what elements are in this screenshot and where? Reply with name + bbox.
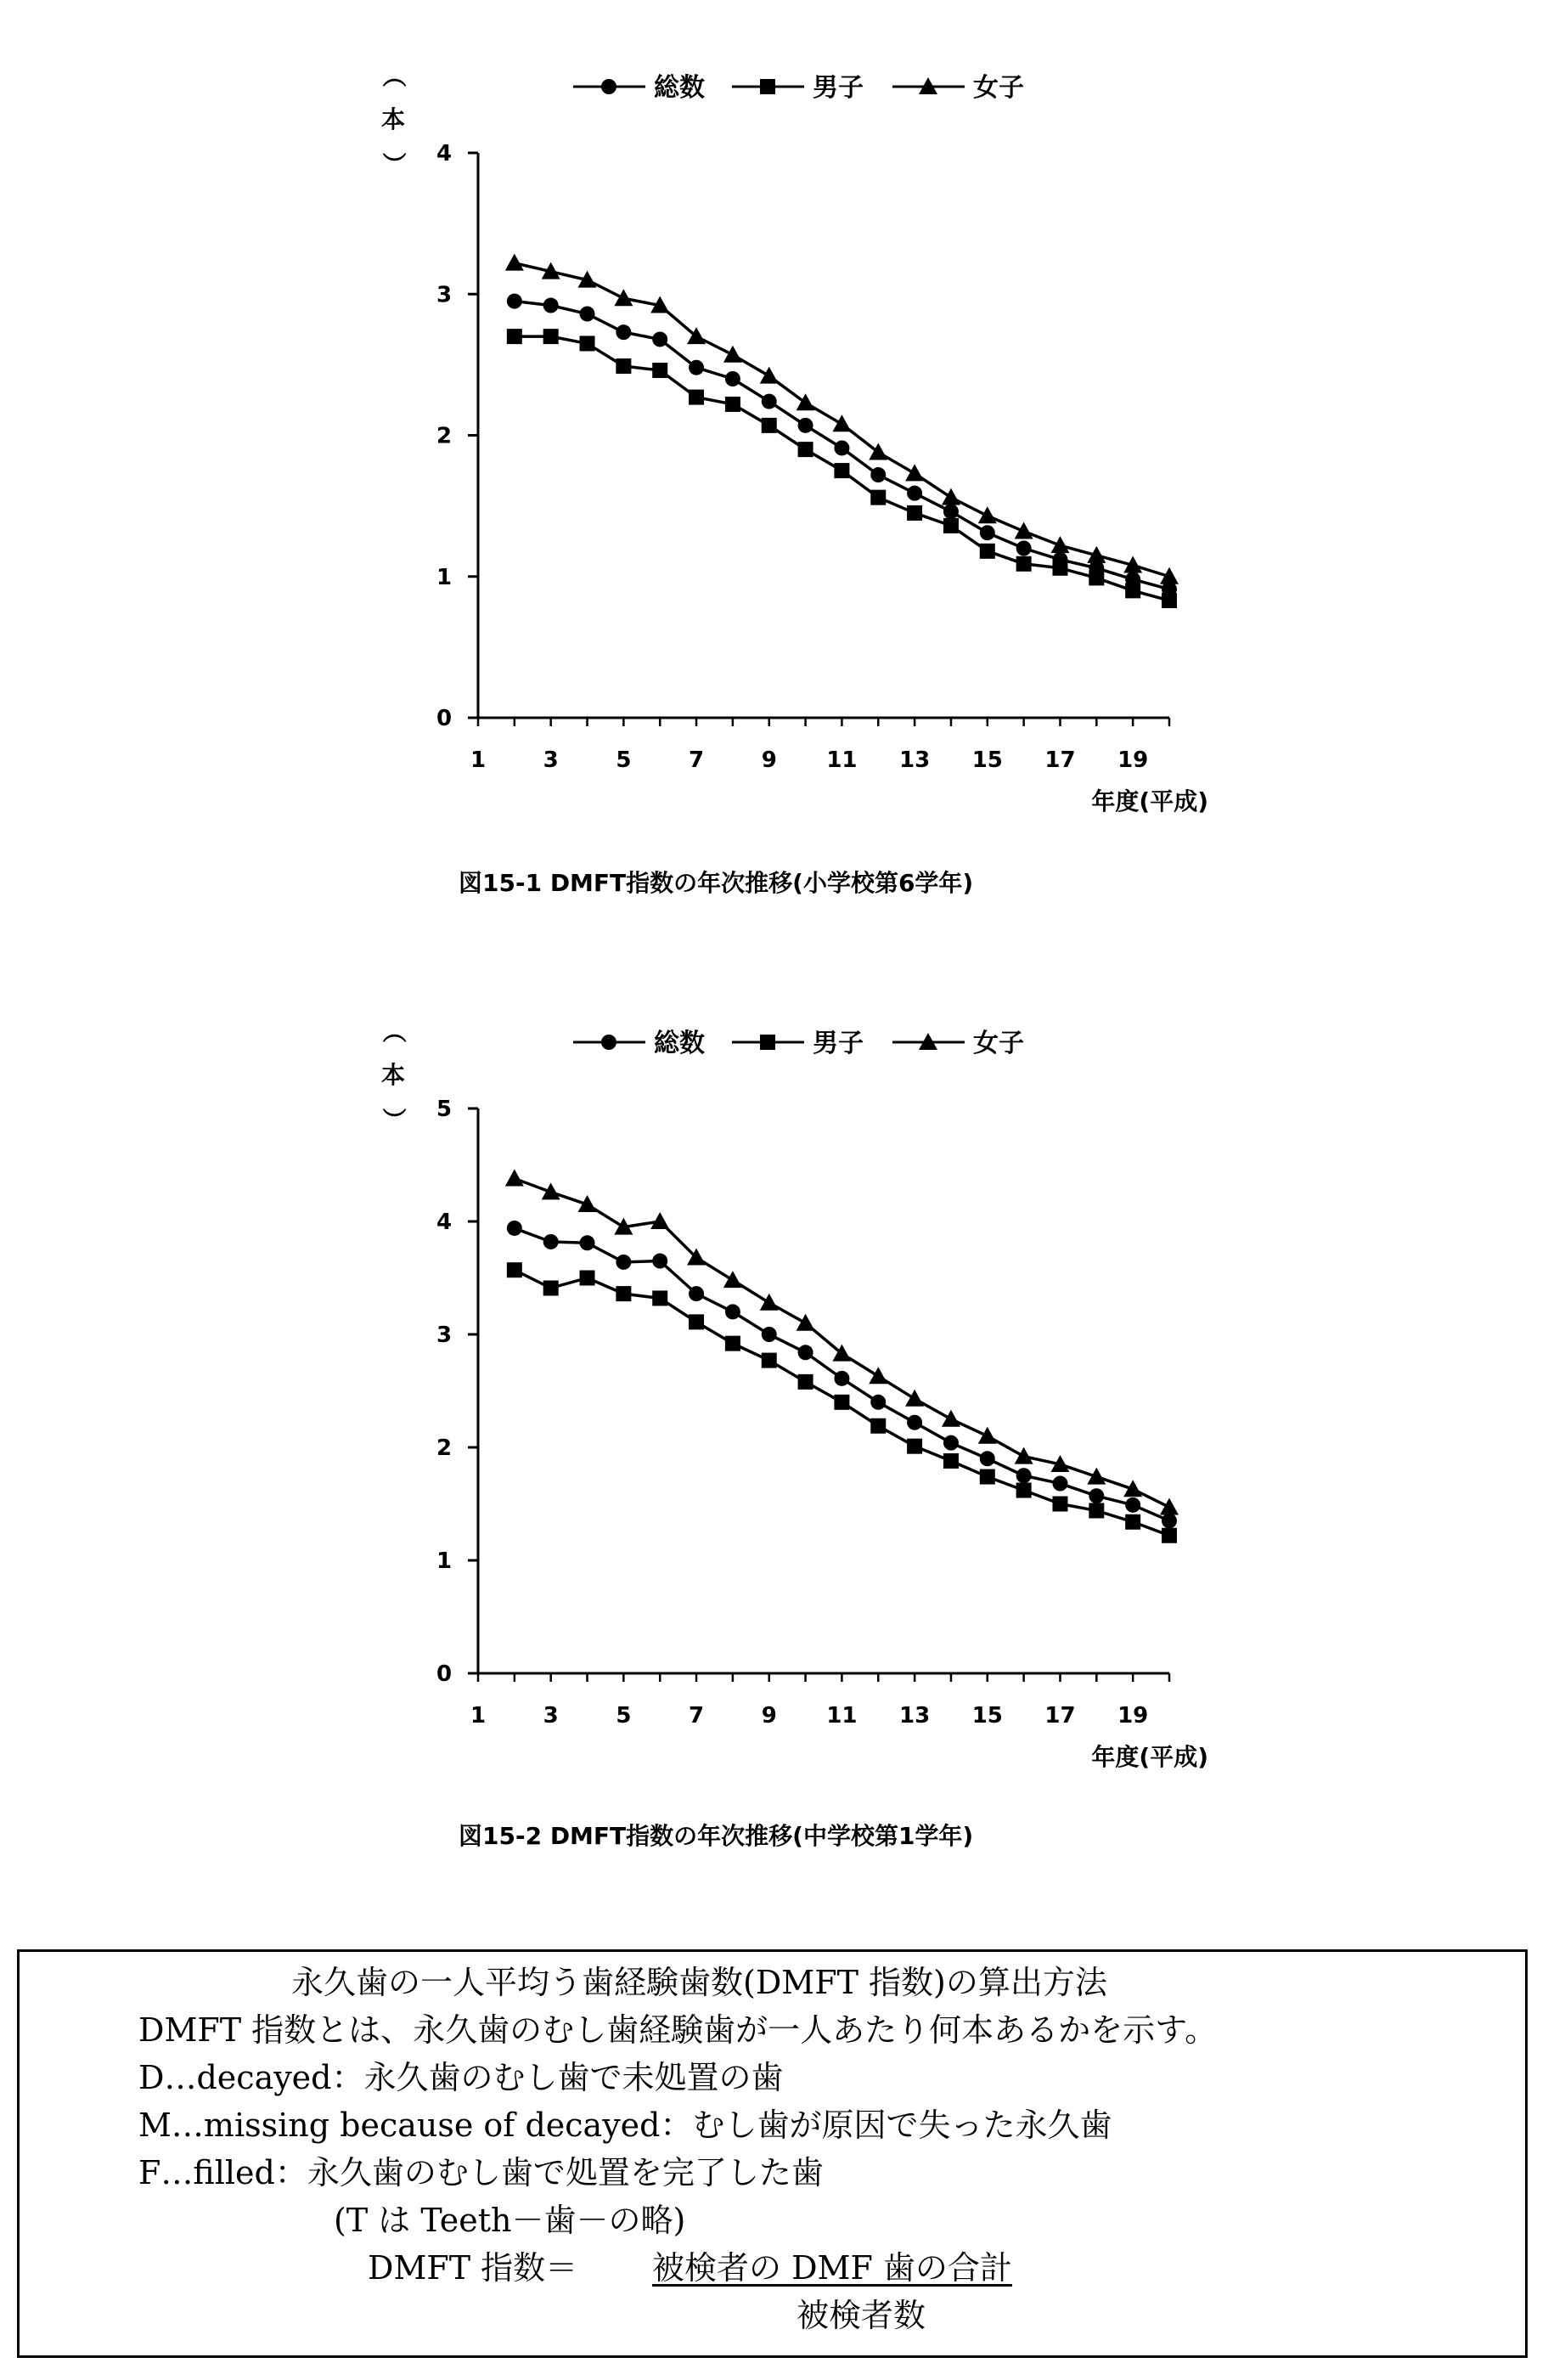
data-point [869,1367,887,1384]
data-point [905,1390,924,1407]
y-tick-label: 4 [436,141,453,166]
x-tick-label: 13 [899,1703,931,1729]
x-tick-label: 19 [1117,747,1149,773]
x-tick-label: 15 [971,747,1003,773]
note-line-definition: DMFT 指数とは、永久歯のむし歯経験歯が一人あたり何本あるかを示す。 [138,2011,1218,2049]
x-axis-label: 年度(平成) [1091,787,1208,815]
legend-item-square [732,1029,864,1058]
y-tick-label: 2 [436,1435,453,1461]
data-point [725,397,740,412]
x-tick-label: 3 [543,747,559,773]
data-point [543,298,559,313]
y-tick-label: 1 [436,1548,453,1574]
x-tick-label: 7 [689,1703,705,1729]
data-point [797,393,815,410]
data-point [689,360,704,375]
legend-item-square [732,73,864,103]
data-point [1162,1513,1177,1528]
x-tick-label: 5 [616,747,632,773]
formula-numerator: 被検者の DMF 歯の合計 [652,2249,1012,2287]
data-point [797,1314,815,1331]
x-tick-label: 19 [1117,1703,1149,1729]
legend-item-circle [573,1029,705,1058]
note-line-missing: M…missing because of decayed：むし歯が原因で失った永久歯 [138,2106,1112,2144]
data-point [723,1271,742,1288]
x-axis-label: 年度(平成) [1091,1743,1208,1771]
data-point [580,1235,595,1250]
data-point [652,1254,667,1269]
data-point [689,390,704,405]
data-point [507,294,522,309]
data-point [1125,1497,1140,1513]
series-square [507,329,1177,608]
data-point [507,329,522,344]
y-axis-unit-char: ） [380,151,408,177]
y-tick-label: 3 [436,282,453,308]
data-point [760,1294,779,1311]
legend-item-circle [573,73,705,103]
data-point [870,1395,886,1410]
legend-marker-square [760,79,775,94]
chart-1-caption: 図15-1 DMFT指数の年次推移(小学校第6学年) [459,869,974,897]
data-point [762,394,777,409]
data-point [834,1395,849,1410]
data-point [943,504,959,519]
x-tick-label: 13 [899,747,931,773]
data-point [542,1182,560,1199]
legend-marker-circle [601,1035,616,1050]
data-point [1016,1468,1032,1483]
note-title: 永久歯の一人平均う歯経験歯数(DMFT 指数)の算出方法 [291,1964,1107,2001]
data-point [652,1290,667,1306]
data-point [762,418,777,433]
data-point [650,1212,669,1229]
legend-label: 女子 [973,73,1024,103]
data-point [543,1234,559,1249]
note-line-filled: F…filled：永久歯のむし歯で処置を完了した歯 [138,2154,824,2191]
data-point [980,1469,995,1485]
legend-label: 男子 [813,1029,864,1058]
x-tick-label: 5 [616,1703,632,1729]
data-point [980,1451,995,1466]
data-point [1052,1497,1067,1512]
y-tick-label: 2 [436,423,453,449]
data-point [798,1374,813,1390]
data-point [507,1262,522,1277]
note-line-teeth: (T は Teeth－歯－の略) [334,2202,686,2239]
y-axis-unit-char: （ [380,1018,408,1044]
y-tick-label: 5 [436,1097,453,1122]
data-point [907,1439,922,1454]
data-point [1016,556,1032,572]
x-tick-label: 17 [1044,747,1076,773]
x-tick-label: 1 [470,747,487,773]
data-point [943,1435,959,1451]
x-tick-label: 11 [826,1703,858,1729]
data-point [760,367,779,384]
data-point [798,418,813,433]
data-point [978,506,997,523]
data-point [907,505,922,521]
chart-2-caption: 図15-2 DMFT指数の年次推移(中学校第1学年) [459,1822,974,1850]
dmft-explanation-box [17,1949,1528,2358]
data-point [1089,570,1104,585]
data-point [907,486,922,501]
x-tick-label: 9 [761,747,777,773]
series-triangle [505,254,1179,584]
series-line [515,1178,1169,1507]
legend-label: 総数 [654,73,705,103]
y-tick-label: 0 [436,706,453,731]
x-tick-label: 11 [826,747,858,773]
data-point [616,324,631,340]
data-point [834,440,849,455]
data-point [1162,1528,1177,1543]
data-point [505,1169,524,1186]
data-point [942,1410,960,1427]
y-tick-label: 0 [436,1661,453,1687]
data-point [1052,1476,1067,1492]
data-point [723,346,742,363]
data-point [689,1314,704,1329]
data-point [870,1418,886,1434]
data-point [1050,536,1069,553]
data-point [978,1427,997,1444]
data-point [614,289,633,306]
x-tick-label: 7 [689,747,705,773]
x-tick-label: 15 [971,1703,1003,1729]
data-point [905,464,924,481]
chart-2-svg [0,956,1548,1890]
data-point [652,363,667,378]
legend-item-triangle [892,73,1024,103]
data-point [725,1304,740,1319]
data-point [725,1336,740,1351]
y-axis-unit-char: ） [380,1107,408,1132]
data-point [870,490,886,505]
data-point [580,307,595,322]
data-point [943,518,959,533]
x-tick-label: 1 [470,1703,487,1729]
data-point [1125,1514,1140,1530]
y-axis-unit-char: 本 [380,1061,406,1089]
x-tick-label: 9 [761,1703,777,1729]
formula-label: DMFT 指数＝ [368,2249,578,2287]
data-point [1125,583,1140,598]
data-point [580,336,595,351]
data-point [942,488,960,505]
data-point [505,254,524,271]
data-point [616,358,631,374]
data-point [1015,1447,1033,1464]
data-point [1016,541,1032,556]
formula-denominator: 被検者数 [797,2297,926,2334]
data-point [943,1453,959,1469]
y-tick-label: 3 [436,1323,453,1348]
data-point [832,415,851,431]
legend-marker-square [760,1035,775,1050]
data-point [689,1286,704,1301]
data-point [870,467,886,482]
data-point [798,442,813,457]
data-point [798,1345,813,1360]
data-point [1089,1488,1104,1503]
legend-label: 女子 [973,1029,1024,1058]
legend-label: 総数 [654,1029,705,1058]
data-point [907,1415,922,1430]
legend-marker-circle [601,79,616,94]
y-tick-label: 1 [436,564,453,590]
data-point [980,544,995,559]
data-point [507,1221,522,1236]
data-point [725,371,740,386]
data-point [543,329,559,344]
y-axis-unit-char: 本 [380,105,406,133]
data-point [580,1271,595,1286]
chart-1-svg [0,0,1548,934]
data-point [1162,593,1177,608]
series-triangle [505,1169,1179,1514]
x-tick-label: 3 [543,1703,559,1729]
data-point [762,1353,777,1368]
data-point [1160,1497,1179,1514]
note-line-decayed: D…decayed：永久歯のむし歯で未処置の歯 [138,2059,784,2096]
y-axis-unit-char: （ [380,63,408,88]
data-point [1052,561,1067,576]
x-tick-label: 17 [1044,1703,1076,1729]
data-point [1016,1483,1032,1498]
data-point [834,463,849,478]
data-point [1089,1503,1104,1518]
data-point [1015,522,1033,539]
series-circle [507,1221,1177,1528]
data-point [616,1255,631,1270]
chart-2 [0,956,1548,1890]
data-point [834,1371,849,1386]
series-square [507,1262,1177,1543]
data-point [980,525,995,540]
data-point [616,1286,631,1301]
y-tick-label: 4 [436,1210,453,1235]
chart-1 [0,0,1548,934]
data-point [543,1280,559,1295]
legend-item-triangle [892,1029,1024,1058]
data-point [762,1327,777,1342]
legend-label: 男子 [813,73,864,103]
data-point [652,331,667,347]
